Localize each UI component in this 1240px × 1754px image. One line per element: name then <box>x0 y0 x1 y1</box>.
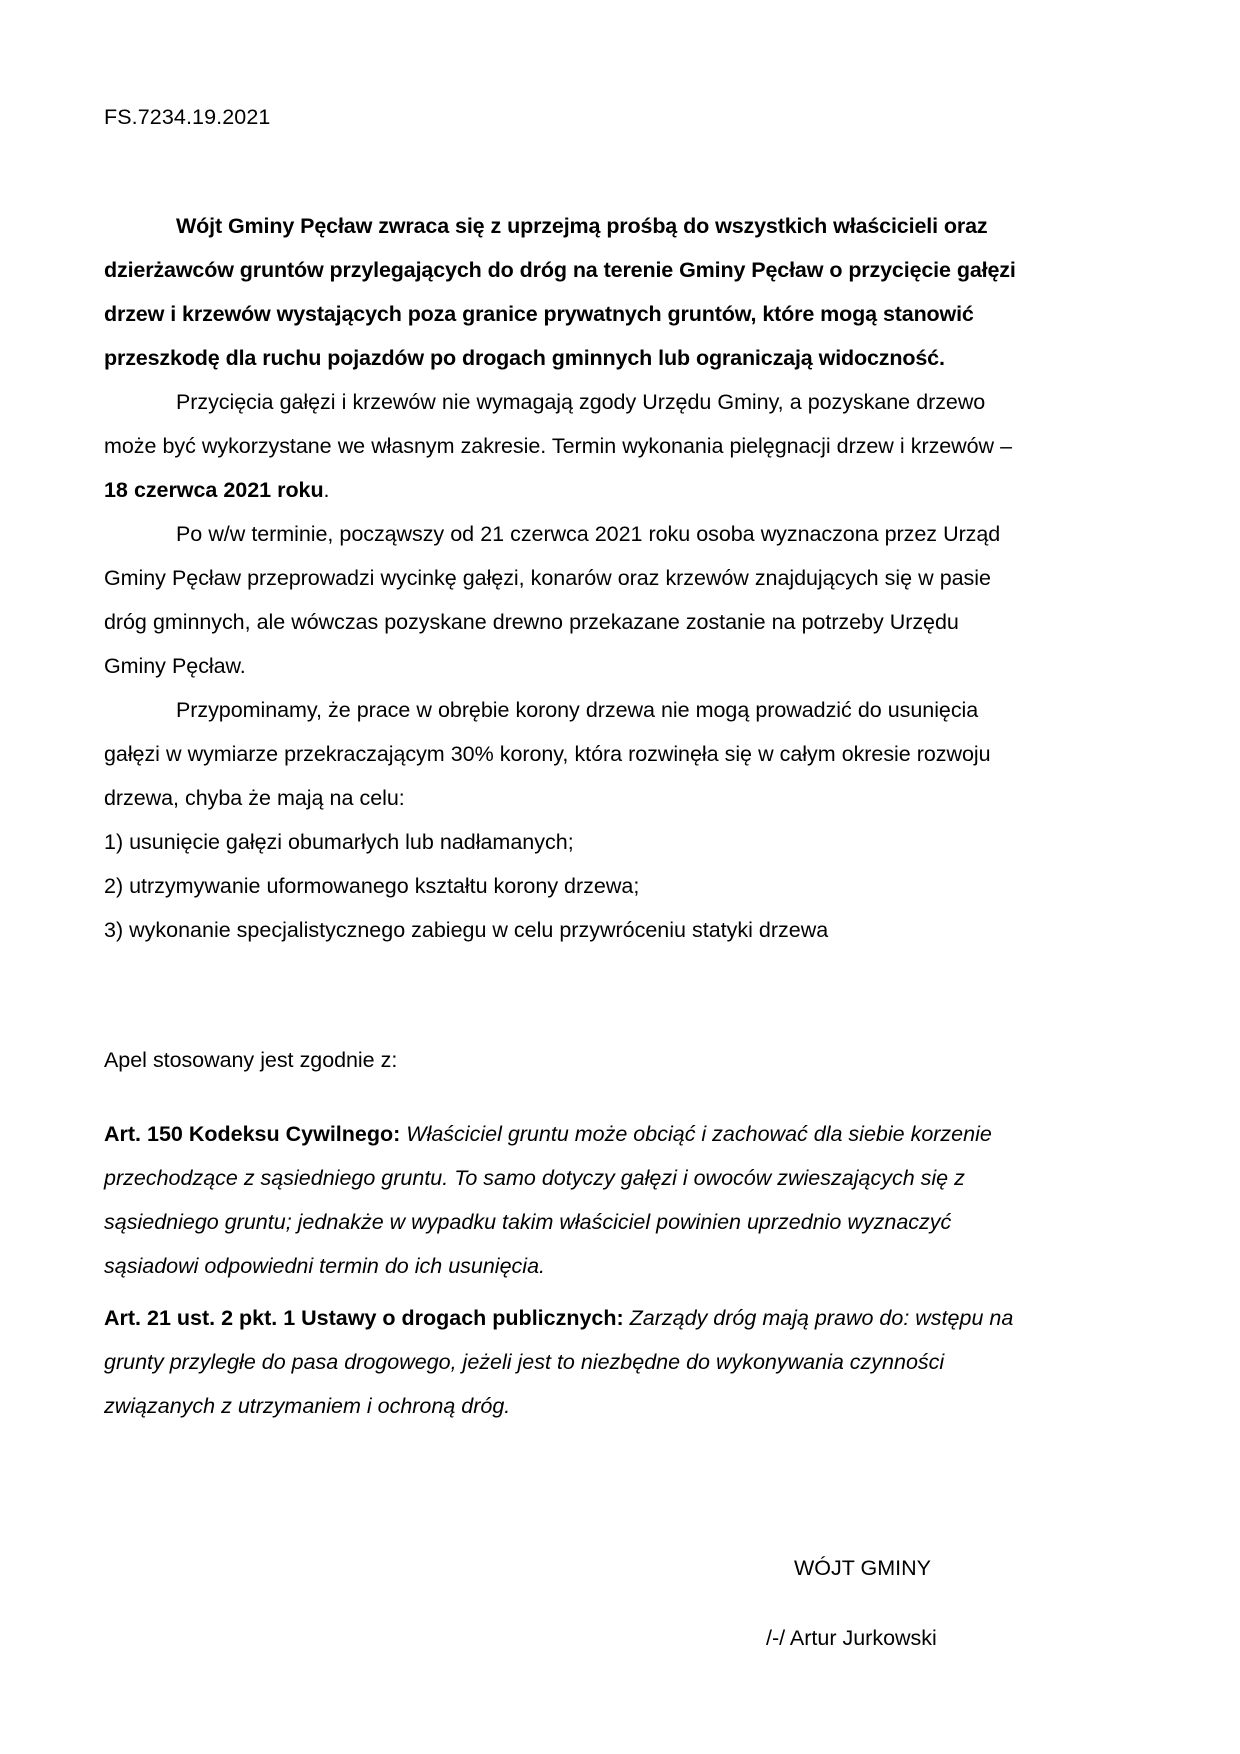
list-item: 3) wykonanie specjalistycznego zabiegu w celu przywróceniu statyki drzewa <box>104 917 829 942</box>
spacer-after-legal-intro <box>104 1082 1016 1112</box>
legal-citation-public-roads <box>104 1296 1016 1428</box>
signature-block <box>104 1546 1016 1660</box>
legal-citation-title: Art. 21 ust. 2 pkt. 1 Ustawy o drogach publicznych: <box>104 1305 624 1330</box>
legal-citation-civil-code <box>104 1112 1016 1288</box>
reference-number: FS.7234.19.2021 <box>104 105 271 129</box>
legal-citation-separator: : <box>393 1121 407 1146</box>
legal-intro: Apel stosowany jest zgodnie z: <box>104 1047 398 1072</box>
paragraph-trimming-consent-text1: Przycięcia gałęzi i krzewów nie wymagają zgody Urzędu Gminy, a pozyskane drzewo może być wykorzystane we własnym zakresie. Termin wykonania pielęgnacji drzew i krzewów – <box>104 389 1013 458</box>
intro-paragraph: Wójt Gminy Pęcław zwraca się z uprzejmą prośbą do wszystkich właścicieli oraz dzierżawców gruntów przylegających do dróg na terenie Gminy Pęcław o przycięcie gałęzi drzew i krzewów wystających poza granice prywatnych gruntów, które mogą stanowić przeszkodę dla ruchu pojazdów po drogach gminnych lub ograniczają widoczność. <box>104 213 1016 370</box>
legal-citation-title: Art. 150 Kodeksu Cywilnego <box>104 1121 394 1146</box>
paragraph-after-deadline: Po w/w terminie, począwszy od 21 czerwca 2021 roku osoba wyznaczona przez Urząd Gminy Pęcław przeprowadzi wycinkę gałęzi, konarów oraz krzewów znajdujących się w pasie dróg gminnych, ale wówczas pozyskane drewno przekazane zostanie na potrzeby Urzędu Gminy Pęcław. <box>104 521 1001 678</box>
spacer-after-reference <box>104 132 1016 204</box>
list-item: 1) usunięcie gałęzi obumarłych lub nadłamanych; <box>104 829 574 854</box>
spacer-between-citations <box>104 1288 1016 1296</box>
list-item: 2) utrzymywanie uformowanego kształtu korony drzewa; <box>104 873 640 898</box>
signature-name: /-/ Artur Jurkowski <box>766 1625 937 1650</box>
document-body <box>104 104 1016 1660</box>
legal-citation-text: Zarządy dróg mają prawo do: wstępu na grunty przyległe do pasa drogowego, jeżeli jest to niezbędne do wykonywania czynności związanych z utrzymaniem i ochroną dróg. <box>104 1305 1014 1418</box>
paragraph-trimming-consent-text2: . <box>323 477 330 502</box>
spacer-before-legal <box>104 952 1016 1038</box>
deadline-date: 18 czerwca 2021 roku <box>104 477 324 502</box>
signature-title: WÓJT GMINY <box>794 1555 931 1580</box>
legal-citation-text: Właściciel gruntu może obciąć i zachować dla siebie korzenie przechodzące z sąsiedniego gruntu. To samo dotyczy gałęzi i owoców zwieszających się z sąsiedniego gruntu; jednakże w wypadku takim właściciel powinien uprzednio wyznaczyć sąsiadowi odpowiedni termin do ich usunięcia. <box>104 1121 992 1278</box>
paragraph-crown-reminder: Przypominamy, że prace w obrębie korony drzewa nie mogą prowadzić do usunięcia gałęzi w wymiarze przekraczającym 30% korony, która rozwinęła się w całym okresie rozwoju drzewa, chyba że mają na celu: <box>104 697 991 810</box>
paragraph-trimming-consent <box>104 380 1016 512</box>
